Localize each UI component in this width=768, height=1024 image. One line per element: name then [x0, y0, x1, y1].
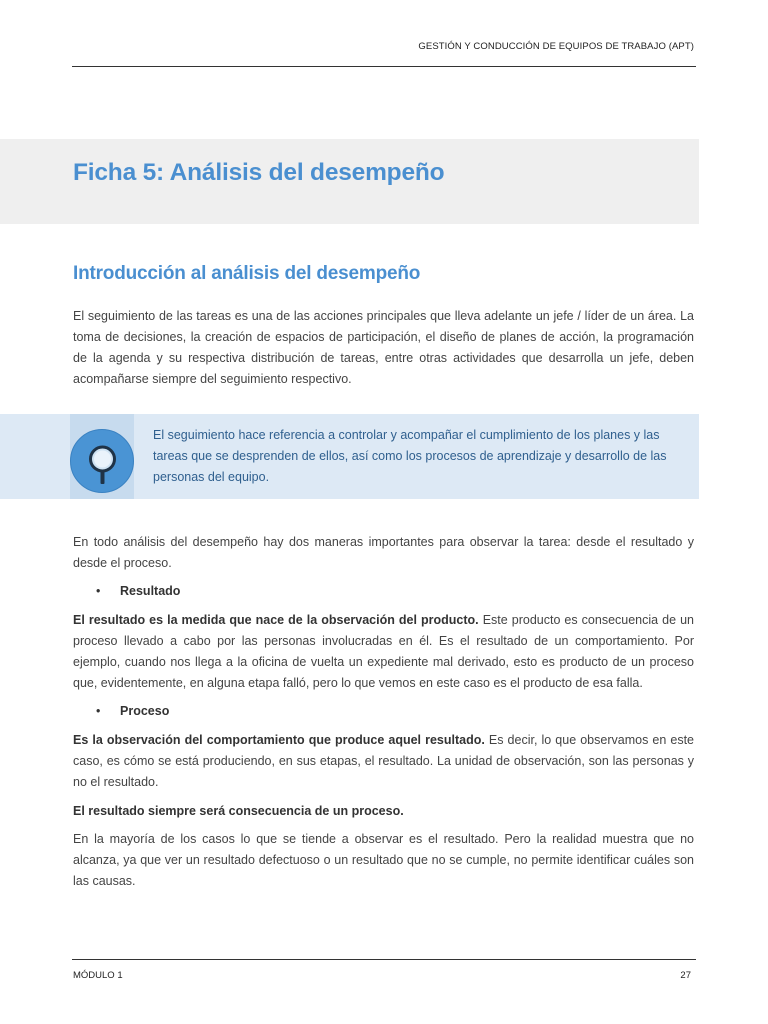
magnifier-icon	[70, 429, 134, 493]
header-rule	[72, 66, 696, 67]
intro-paragraph: El seguimiento de las tareas es una de las acciones principales que lleva adelante un jefe / líder de un área. La toma de decisiones, la creación de espacios de participación, el diseño de planes de acción, la programación de la agenda y su respectiva distribución de tareas, entre otras actividades que desarrolla un jefe, deben acompañarse siempre del seguimiento respectivo.	[73, 309, 694, 386]
title-band	[0, 139, 699, 224]
page-title: Ficha 5: Análisis del desempeño	[73, 159, 445, 186]
resultado-bold-lead: El resultado es la medida que nace de la observación del producto.	[73, 613, 479, 627]
bold-statement	[73, 801, 694, 822]
bullet-label: Proceso	[120, 704, 170, 718]
resultado-paragraph	[73, 610, 694, 694]
running-header: GESTIÓN Y CONDUCCIÓN DE EQUIPOS DE TRABAJO (APT)	[418, 41, 694, 52]
bullet-marker: •	[96, 584, 101, 598]
proceso-bold-lead: Es la observación del comportamiento que produce aquel resultado.	[73, 733, 485, 747]
final-paragraph: En la mayoría de los casos lo que se tiende a observar es el resultado. Pero la realidad muestra que no alcanza, ya que ver un resultado defectuoso o un resultado que no se cumple, no permite identificar cuáles son las causas.	[73, 832, 694, 888]
bullet-marker: •	[96, 704, 101, 718]
bullet-label: Resultado	[120, 584, 181, 598]
footer-rule	[72, 959, 696, 960]
page-number: 27	[680, 970, 691, 981]
bullet-resultado	[96, 584, 180, 598]
proceso-body: Es decir, lo que observamos en este caso, es cómo se está produciendo, en sus etapas, el resultado. La unidad de observación, son las personas y no el resultado.	[73, 733, 694, 789]
bullet-proceso	[96, 704, 169, 718]
section-heading: Introducción al análisis del desempeño	[73, 263, 421, 284]
resultado-body: Este producto es consecuencia de un proceso llevado a cabo por las personas involucradas en él. Es el resultado de un comportamiento. Por ejemplo, cuando nos llega a la oficina de vuelta un expediente mal derivado, esto es producto de un proceso que, evidentemente, en alguna etapa falló, pero lo que vemos en este caso es el producto de esa falla.	[73, 613, 694, 690]
callout-text: El seguimiento hace referencia a controlar y acompañar el cumplimiento de los planes y las tareas que se desprenden de ellos, así como los procesos de aprendizaje y desarrollo de las personas del equipo.	[153, 428, 667, 484]
bold-statement-text: El resultado siempre será consecuencia de un proceso.	[73, 804, 404, 818]
footer-module: MÓDULO 1	[73, 970, 123, 981]
proceso-paragraph	[73, 730, 694, 793]
paragraph-two: En todo análisis del desempeño hay dos maneras importantes para observar la tarea: desde el resultado y desde el proceso.	[73, 535, 694, 570]
callout-box	[0, 414, 699, 499]
